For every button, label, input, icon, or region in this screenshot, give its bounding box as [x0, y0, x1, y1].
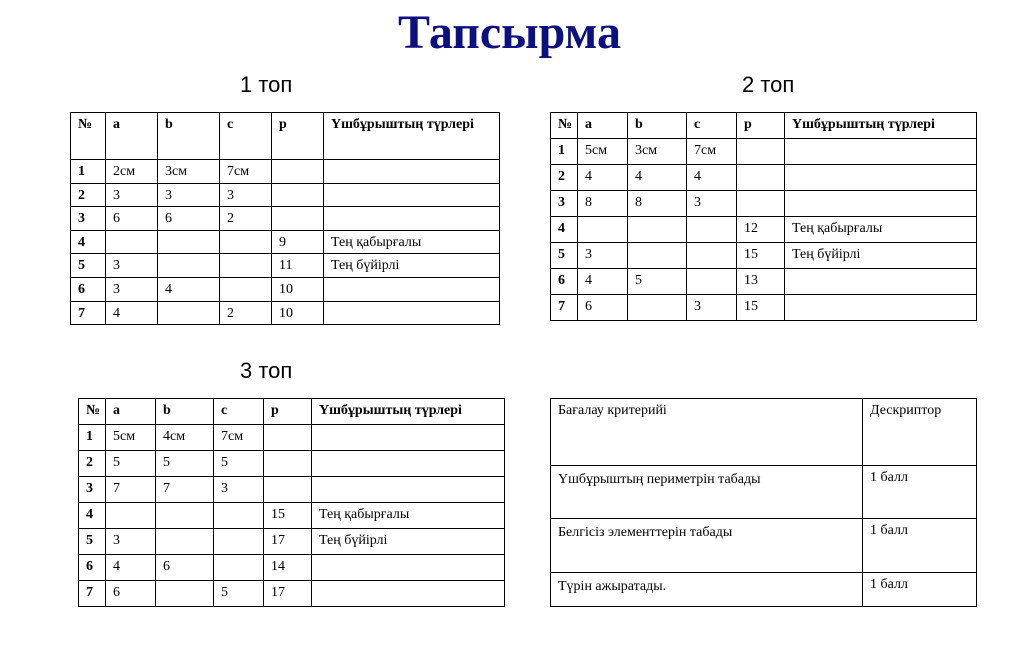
table-cell: 13 — [737, 269, 785, 295]
table-row — [79, 451, 505, 477]
table-cell — [264, 425, 312, 451]
group-3-table — [78, 398, 505, 607]
table-cell — [214, 529, 264, 555]
table-cell: 17 — [264, 581, 312, 607]
table-cell: 10 — [272, 277, 324, 301]
table-cell: 6 — [578, 295, 628, 321]
table-cell: 3см — [158, 160, 220, 184]
header-c: c — [220, 113, 272, 160]
table-cell: 3 — [578, 243, 628, 269]
row-number: 4 — [551, 217, 578, 243]
table-cell: 4 — [106, 555, 156, 581]
descriptor-score: 1 балл — [863, 573, 977, 607]
group-2-table — [550, 112, 977, 321]
table-cell: 8 — [578, 191, 628, 217]
table-cell — [324, 277, 500, 301]
table-cell — [312, 425, 505, 451]
table-cell — [214, 555, 264, 581]
row-number: 5 — [79, 529, 106, 555]
table-cell: 3 — [214, 477, 264, 503]
header-number: № — [551, 113, 578, 139]
group-1-table — [70, 112, 500, 325]
row-number: 2 — [79, 451, 106, 477]
table-cell: 2см — [106, 160, 158, 184]
table-cell — [785, 269, 977, 295]
table-row — [551, 269, 977, 295]
table-cell: 2 — [220, 207, 272, 231]
table-cell: 17 — [264, 529, 312, 555]
table-row — [79, 581, 505, 607]
table-cell: 4 — [687, 165, 737, 191]
table-cell: 14 — [264, 555, 312, 581]
table-cell — [158, 254, 220, 278]
criteria-item: Түрін ажыратады. — [551, 573, 863, 607]
table-cell: 7см — [687, 139, 737, 165]
header-types: Үшбұрыштың түрлері — [312, 399, 505, 425]
table-cell: 3 — [106, 254, 158, 278]
table-cell — [158, 230, 220, 254]
table-cell — [156, 529, 214, 555]
table-row — [79, 529, 505, 555]
table-cell: 3 — [106, 277, 158, 301]
table-cell: 3 — [106, 183, 158, 207]
header-p: p — [737, 113, 785, 139]
header-b: b — [158, 113, 220, 160]
table-cell: 11 — [272, 254, 324, 278]
table-cell: 4 — [578, 165, 628, 191]
table-cell: 7см — [214, 425, 264, 451]
descriptor-score: 1 балл — [863, 466, 977, 519]
row-number: 5 — [71, 254, 106, 278]
row-number: 7 — [79, 581, 106, 607]
table-row — [71, 230, 500, 254]
table-row — [79, 425, 505, 451]
table-cell: Тең бүйірлі — [324, 254, 500, 278]
table-cell: 5 — [156, 451, 214, 477]
table-row — [79, 477, 505, 503]
table-row — [71, 160, 500, 184]
table-row — [551, 139, 977, 165]
group-2-title: 2 топ — [742, 72, 795, 97]
table-cell: 12 — [737, 217, 785, 243]
table-cell: 15 — [264, 503, 312, 529]
table-cell — [264, 477, 312, 503]
table-cell — [687, 217, 737, 243]
table-cell — [106, 503, 156, 529]
table-cell — [628, 295, 687, 321]
row-number: 2 — [71, 183, 106, 207]
table-row — [551, 243, 977, 269]
table-cell: 8 — [628, 191, 687, 217]
table-row — [551, 295, 977, 321]
header-types: Үшбұрыштың түрлері — [785, 113, 977, 139]
table-cell — [578, 217, 628, 243]
table-cell — [737, 191, 785, 217]
row-number: 3 — [79, 477, 106, 503]
row-number: 3 — [551, 191, 578, 217]
table-cell — [264, 451, 312, 477]
descriptor-score: 1 балл — [863, 519, 977, 573]
table-cell — [737, 165, 785, 191]
table-cell: 6 — [106, 581, 156, 607]
table-cell — [324, 160, 500, 184]
row-number: 4 — [71, 230, 106, 254]
header-p: p — [272, 113, 324, 160]
descriptor-header: Дескриптор — [863, 399, 977, 466]
table-cell — [158, 301, 220, 325]
header-a: a — [578, 113, 628, 139]
table-cell: Тең қабырғалы — [324, 230, 500, 254]
row-number: 6 — [79, 555, 106, 581]
table-cell — [687, 269, 737, 295]
table-cell — [214, 503, 264, 529]
row-number: 1 — [71, 160, 106, 184]
criteria-header: Бағалау критерийі — [551, 399, 863, 466]
table-cell: 2 — [220, 301, 272, 325]
row-number: 6 — [551, 269, 578, 295]
table-cell: 6 — [156, 555, 214, 581]
table-cell — [312, 581, 505, 607]
table-cell: 5см — [578, 139, 628, 165]
row-number: 3 — [71, 207, 106, 231]
table-cell: 15 — [737, 295, 785, 321]
header-number: № — [71, 113, 106, 160]
table-cell — [312, 555, 505, 581]
table-cell: 7см — [220, 160, 272, 184]
table-cell: 5 — [106, 451, 156, 477]
row-number: 1 — [551, 139, 578, 165]
table-cell: 3 — [106, 529, 156, 555]
table-cell: 3 — [687, 295, 737, 321]
header-c: c — [214, 399, 264, 425]
table-cell: 6 — [158, 207, 220, 231]
table-cell — [312, 477, 505, 503]
header-p: p — [264, 399, 312, 425]
table-cell: 5 — [214, 581, 264, 607]
table-cell: 3 — [158, 183, 220, 207]
table-cell: 5см — [106, 425, 156, 451]
table-cell — [324, 183, 500, 207]
table-cell: 3см — [628, 139, 687, 165]
table-cell: 6 — [106, 207, 158, 231]
row-number: 7 — [71, 301, 106, 325]
table-cell: 9 — [272, 230, 324, 254]
table-cell: 4 — [158, 277, 220, 301]
table-row — [551, 217, 977, 243]
table-cell: 5 — [628, 269, 687, 295]
table-cell — [785, 295, 977, 321]
table-row — [551, 165, 977, 191]
row-number: 4 — [79, 503, 106, 529]
table-cell: 5 — [214, 451, 264, 477]
table-cell — [272, 207, 324, 231]
table-row — [79, 555, 505, 581]
table-cell: 10 — [272, 301, 324, 325]
header-b: b — [628, 113, 687, 139]
header-types: Үшбұрыштың түрлері — [324, 113, 500, 160]
table-cell — [220, 230, 272, 254]
table-cell — [312, 451, 505, 477]
table-cell: 4 — [628, 165, 687, 191]
table-cell: 3 — [687, 191, 737, 217]
table-cell — [785, 139, 977, 165]
table-cell — [272, 160, 324, 184]
table-cell: 7 — [106, 477, 156, 503]
table-cell — [156, 581, 214, 607]
table-cell — [156, 503, 214, 529]
group-3-title: 3 топ — [240, 358, 293, 383]
criteria-item: Үшбұрыштың периметрін табады — [551, 466, 863, 519]
row-number: 2 — [551, 165, 578, 191]
table-cell: Тең қабырғалы — [785, 217, 977, 243]
table-cell: 3 — [220, 183, 272, 207]
row-number: 6 — [71, 277, 106, 301]
header-a: a — [106, 399, 156, 425]
table-cell — [324, 301, 500, 325]
table-row — [71, 254, 500, 278]
table-row — [71, 301, 500, 325]
header-number: № — [79, 399, 106, 425]
table-row — [71, 277, 500, 301]
table-cell: 4 — [106, 301, 158, 325]
table-cell — [272, 183, 324, 207]
table-cell — [220, 277, 272, 301]
table-cell — [785, 165, 977, 191]
table-cell — [324, 207, 500, 231]
table-cell: Тең қабырғалы — [312, 503, 505, 529]
table-cell: 4 — [578, 269, 628, 295]
header-c: c — [687, 113, 737, 139]
table-cell — [220, 254, 272, 278]
row-number: 7 — [551, 295, 578, 321]
row-number: 5 — [551, 243, 578, 269]
page-title: Тапсырма — [398, 6, 621, 59]
table-row — [71, 207, 500, 231]
row-number: 1 — [79, 425, 106, 451]
table-cell: 7 — [156, 477, 214, 503]
criteria-item: Белгісіз элементтерін табады — [551, 519, 863, 573]
table-cell — [106, 230, 158, 254]
table-row — [551, 191, 977, 217]
group-1-title: 1 топ — [240, 72, 293, 97]
table-cell — [628, 243, 687, 269]
table-cell: 4см — [156, 425, 214, 451]
table-cell: Тең бүйірлі — [312, 529, 505, 555]
header-b: b — [156, 399, 214, 425]
table-cell — [785, 191, 977, 217]
table-row — [71, 183, 500, 207]
criteria-table — [550, 398, 977, 607]
table-cell: 15 — [737, 243, 785, 269]
table-cell — [628, 217, 687, 243]
table-cell — [737, 139, 785, 165]
table-cell — [687, 243, 737, 269]
header-a: a — [106, 113, 158, 160]
table-cell: Тең бүйірлі — [785, 243, 977, 269]
table-row — [79, 503, 505, 529]
